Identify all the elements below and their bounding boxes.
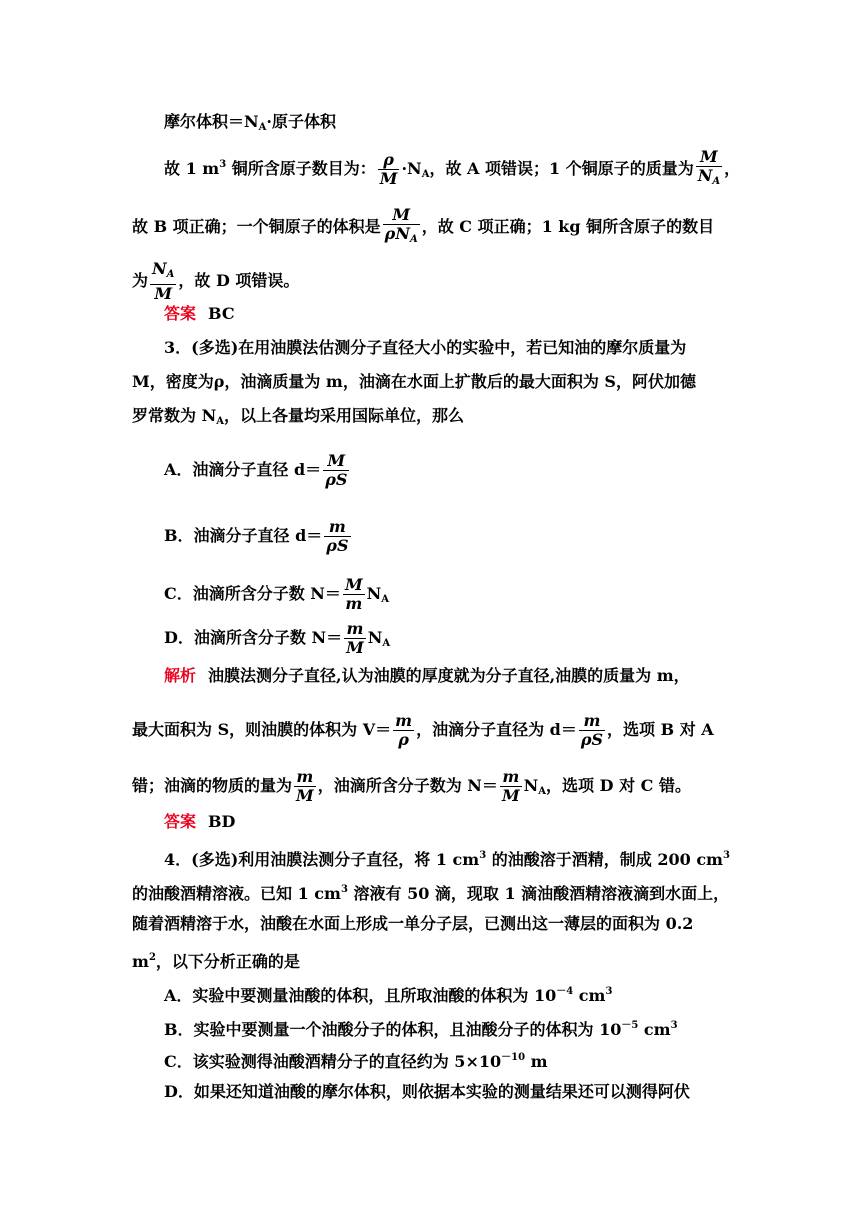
text: ，油滴分子直径为 d＝ <box>416 720 577 739</box>
text: 错；油滴的物质的量为 <box>132 776 293 795</box>
text: 的油酸酒精溶液。已知 1 cm <box>132 884 341 903</box>
superscript: 3 <box>479 850 487 861</box>
text: ，故 D 项错误。 <box>178 271 300 290</box>
answer-label: 答案 <box>164 812 197 831</box>
solution-line-4 <box>132 260 736 303</box>
superscript: －5 <box>621 1020 639 1031</box>
fraction: $\frac{N_A}{M}$ <box>152 259 175 303</box>
text: D．油滴所含分子数 N＝ <box>164 628 343 647</box>
text: ，选项 B 对 A <box>607 720 714 739</box>
answer-value: BD <box>208 812 236 831</box>
fraction: $\frac{m}{\rho S}$ <box>580 711 604 749</box>
fraction: $\frac{M}{\rho N_A}$ <box>384 205 418 245</box>
subscript: A <box>538 786 547 797</box>
text: 摩尔体积＝N <box>164 112 259 131</box>
text: ，故 A 项错误；1 个铜原子的质量为 <box>429 159 694 178</box>
superscript: －4 <box>556 986 574 997</box>
text: ·原子体积 <box>266 112 336 131</box>
text: A．油滴分子直径 d＝ <box>164 460 322 479</box>
text: 的油酸溶于酒精，制成 200 cm <box>486 850 723 869</box>
text: A．实验中要测量油酸的体积，且所取油酸的体积为 10 <box>164 986 557 1005</box>
text: ，故 C 项正确；1 kg 铜所含原子的数目 <box>421 217 715 236</box>
question-3-line-3 <box>132 404 736 434</box>
text: 随着酒精溶于水，油酸在水面上形成一单分子层，已测出这一薄层的面积为 0.2 <box>132 914 694 933</box>
fraction: $\frac{M}{\rho S}$ <box>325 451 348 489</box>
text: 最大面积为 S，则油膜的体积为 V＝ <box>132 720 392 739</box>
text: 油膜法测分子直径,认为油膜的厚度就为分子直径,油膜的质量为 m， <box>208 666 690 685</box>
solution-3-line-3 <box>132 768 736 805</box>
superscript: 3 <box>605 986 613 997</box>
text: N <box>367 628 383 647</box>
fraction: $\frac{m}{M}$ <box>501 767 520 805</box>
text: m <box>132 952 149 971</box>
question-3-line-2 <box>132 370 736 394</box>
question-4-line-2 <box>132 878 736 906</box>
subscript: A <box>421 169 430 180</box>
text: 3．(多选)在用油膜法估测分子直径大小的实验中，若已知油的摩尔质量为 <box>164 338 687 357</box>
option-4b <box>164 1014 736 1042</box>
fraction: $\frac{m}{M}$ <box>296 767 314 805</box>
solution-label: 解析 <box>164 666 197 685</box>
text: m <box>525 1052 548 1071</box>
text: ·N <box>401 159 422 178</box>
option-3a <box>164 452 736 489</box>
text: 罗常数为 N <box>132 406 217 425</box>
text: ，油滴所含分子数为 N＝ <box>317 776 498 795</box>
text: 故 B 项正确；一个铜原子的体积是 <box>132 217 381 236</box>
text: ，以下分析正确的是 <box>155 952 300 971</box>
text: ，选项 D 对 C 错。 <box>546 776 691 795</box>
superscript: 2 <box>148 952 156 963</box>
text: ， <box>724 159 741 178</box>
question-4-line-1 <box>164 844 736 872</box>
text: cm <box>573 986 606 1005</box>
text: 溶液有 50 滴，现取 1 滴油酸酒精溶液滴到水面上， <box>347 884 730 903</box>
subscript: A <box>258 122 267 133</box>
fraction: $\frac{m}{\rho}$ <box>395 711 413 749</box>
text: M，密度为ρ，油滴质量为 m，油滴在水面上扩散后的最大面积为 S，阿伏加德 <box>132 372 696 391</box>
superscript: －10 <box>501 1052 526 1063</box>
question-4-line-3 <box>132 912 736 936</box>
fraction: $\frac{m}{M}$ <box>346 619 364 657</box>
text: 为 <box>132 271 149 290</box>
solution-line-1 <box>164 110 736 140</box>
option-4a <box>164 980 736 1008</box>
text: N <box>523 776 539 795</box>
text: 铜所含原子数目为： <box>226 159 376 178</box>
text: ，以上各量均采用国际单位，那么 <box>223 406 464 425</box>
option-4d <box>164 1080 736 1104</box>
answer-row-1 <box>164 302 736 326</box>
answer-label: 答案 <box>164 304 197 323</box>
text: cm <box>638 1020 671 1039</box>
text: D．如果还知道油酸的摩尔体积，则依据本实验的测量结果还可以测得阿伏 <box>164 1082 690 1101</box>
option-4c <box>164 1046 736 1074</box>
text: 故 1 m <box>164 159 220 178</box>
superscript: 3 <box>723 850 730 861</box>
subscript: A <box>216 416 224 427</box>
text: C．油滴所含分子数 N＝ <box>164 584 341 603</box>
fraction: $\frac{M}{N_A}$ <box>697 147 721 187</box>
solution-line-3 <box>132 206 736 249</box>
question-4-line-4 <box>132 946 736 974</box>
answer-value: BC <box>208 304 235 323</box>
subscript: A <box>381 594 390 605</box>
solution-3-line-1 <box>164 664 736 688</box>
option-3d <box>164 620 736 657</box>
text: B．实验中要测量一个油酸分子的体积，且油酸分子的体积为 10 <box>164 1020 622 1039</box>
option-3c <box>164 576 736 613</box>
superscript: 3 <box>670 1020 678 1031</box>
answer-row-3 <box>164 810 736 834</box>
superscript: 3 <box>219 159 227 170</box>
text: B．油滴分子直径 d＝ <box>164 526 323 545</box>
text: C．该实验测得油酸酒精分子的直径约为 5×10 <box>164 1052 502 1071</box>
option-3b <box>164 518 736 555</box>
fraction: $\frac{M}{m}$ <box>344 575 363 613</box>
subscript: A <box>382 638 391 649</box>
superscript: 3 <box>340 884 348 895</box>
fraction: $\frac{m}{\rho S}$ <box>326 517 349 555</box>
fraction: $\frac{\rho}{M}$ <box>379 150 398 188</box>
question-3-line-1 <box>164 336 736 360</box>
text: 4．(多选)利用油膜法测分子直径，将 1 cm <box>164 850 480 869</box>
solution-3-line-2 <box>132 712 736 749</box>
solution-line-2 <box>164 147 741 191</box>
text: N <box>366 584 382 603</box>
